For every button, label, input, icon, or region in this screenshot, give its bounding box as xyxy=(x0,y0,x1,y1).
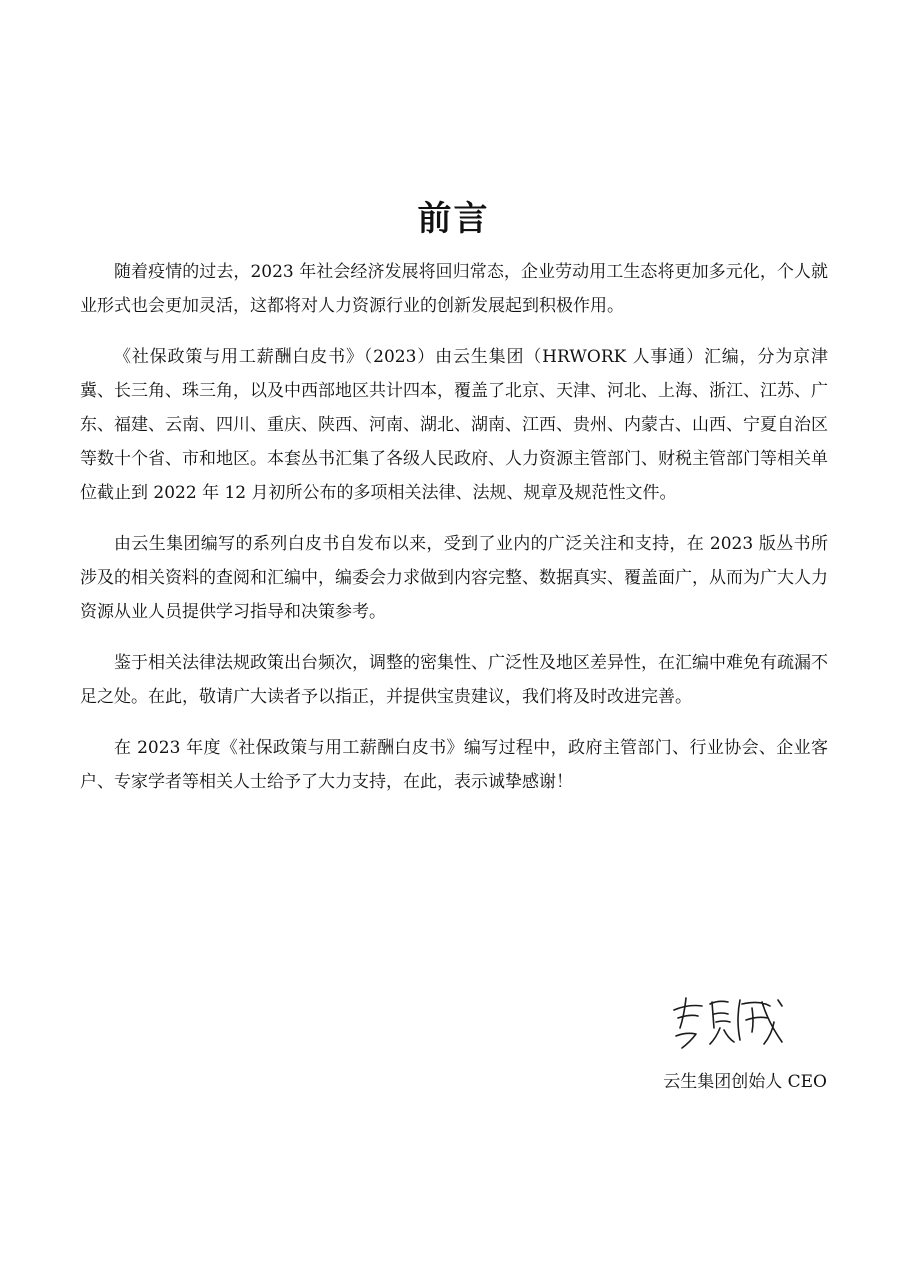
paragraph: 《社保政策与用工薪酬白皮书》（2023）由云生集团（HRWORK 人事通）汇编，分为京津冀、长三角、珠三角，以及中西部地区共计四本，覆盖了北京、天津、河北、上海、浙江、江苏、广东、福建、云南、四川、重庆、陕西、河南、湖北、湖南、江西、贵州、内蒙古、山西、宁夏自治区等数十个省、市和地区。本套丛书汇集了各级人民政府、人力资源主管部门、财税主管部门等相关单位截止到 2022 年 12 月初所公布的多项相关法律、法规、规章及规范性文件。 xyxy=(80,347,828,503)
page-title: 前言 xyxy=(417,198,490,239)
signature-caption: 云生集团创始人 CEO xyxy=(663,1072,827,1092)
handwritten-signature xyxy=(670,992,790,1052)
paragraph: 由云生集团编写的系列白皮书自发布以来，受到了业内的广泛关注和支持，在 2023 版丛书所涉及的相关资料的查阅和汇编中，编委会力求做到内容完整、数据真实、覆盖面广，从而为广大人力资源从业人员提供学习指导和决策参考。 xyxy=(80,534,828,622)
paragraph: 在 2023 年度《社保政策与用工薪酬白皮书》编写过程中，政府主管部门、行业协会、企业客户、专家学者等相关人士给予了大力支持，在此，表示诚挚感谢！ xyxy=(80,738,828,792)
paragraph: 鉴于相关法律法规政策出台频次，调整的密集性、广泛性及地区差异性，在汇编中难免有疏漏不足之处。在此，敬请广大读者予以指正，并提供宝贵建议，我们将及时改进完善。 xyxy=(80,653,828,707)
paragraph: 随着疫情的过去，2023 年社会经济发展将回归常态，企业劳动用工生态将更加多元化，个人就业形式也会更加灵活，这都将对人力资源行业的创新发展起到积极作用。 xyxy=(80,262,828,316)
preface-body xyxy=(80,255,828,816)
